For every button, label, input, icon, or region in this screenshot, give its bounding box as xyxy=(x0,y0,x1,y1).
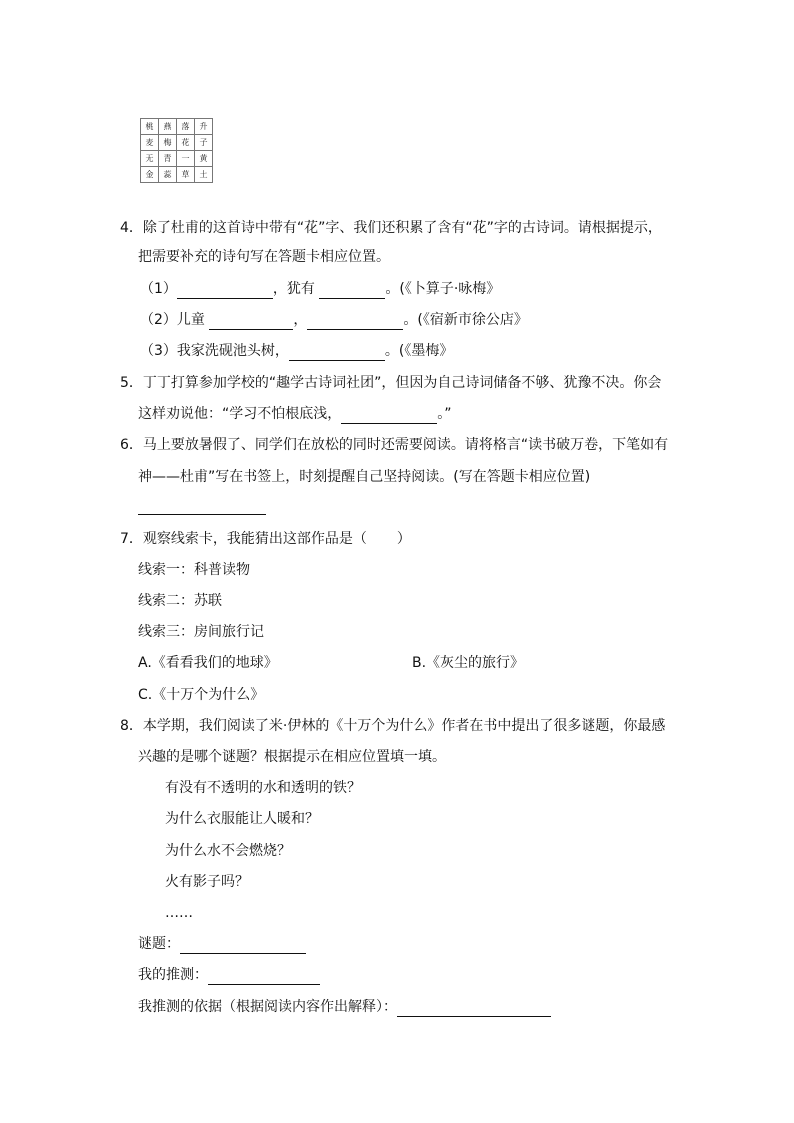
grid-cell: 梅 xyxy=(159,135,177,151)
q8-guess-blank[interactable] xyxy=(208,970,320,985)
q4-line2: 把需要补充的诗句写在答题卡相应位置。 xyxy=(138,249,390,265)
q7-clue1: 线索一：科普读物 xyxy=(138,562,250,578)
grid-cell: 花 xyxy=(177,135,195,151)
q5-line2 xyxy=(138,404,452,424)
q8-riddle-blank[interactable] xyxy=(180,939,306,954)
grid-cell: 黄 xyxy=(195,151,213,167)
grid-cell: 升 xyxy=(195,119,213,135)
q4-item2-num: （2）儿童 xyxy=(140,312,205,328)
q8-line1: 8．本学期，我们阅读了米·伊林的《十万个为什么》作者在书中提出了很多谜题，你最感 xyxy=(120,718,666,734)
q5-line1: 5．丁丁打算参加学校的“趣学古诗词社团”，但因为自己诗词储备不够、犹豫不决。你会 xyxy=(120,375,662,391)
q8-ellipsis: …… xyxy=(165,905,193,921)
q8-line2: 兴趣的是哪个谜题？根据提示在相应位置填一填。 xyxy=(138,749,446,765)
grid-row xyxy=(141,167,213,183)
q4-item3 xyxy=(140,341,453,361)
q4-item1-num: （1） xyxy=(140,281,177,297)
grid-cell: 燕 xyxy=(159,119,177,135)
q4-item2-mid: ， xyxy=(293,312,308,328)
q4-item2-blank1[interactable] xyxy=(209,315,293,330)
q8-field-basis xyxy=(138,997,551,1017)
grid-row xyxy=(141,151,213,167)
grid-cell: 落 xyxy=(177,119,195,135)
q4-item1-end: 。(《卜算子·咏梅》 xyxy=(385,281,501,297)
q8-riddle4: 火有影子吗？ xyxy=(165,874,249,890)
q8-riddle1: 有没有不透明的水和透明的铁？ xyxy=(165,780,361,796)
q7-option-b[interactable]: B.《灰尘的旅行》 xyxy=(412,655,525,671)
grid-row xyxy=(141,135,213,151)
q4-item3-end: 。(《墨梅》 xyxy=(384,343,454,359)
q5-line2-end: 。” xyxy=(437,406,452,422)
q4-item1-mid: ，犹有 xyxy=(272,281,315,297)
grid-cell: 桃 xyxy=(141,119,159,135)
grid-cell: 无 xyxy=(141,151,159,167)
q4-item1-blank2[interactable] xyxy=(319,284,385,299)
q8-basis-blank[interactable] xyxy=(397,1002,551,1017)
q7-clue2: 线索二：苏联 xyxy=(138,593,222,609)
q7-stem xyxy=(120,529,411,549)
q4-item2-blank2[interactable] xyxy=(307,315,403,330)
q4-item1 xyxy=(140,279,500,299)
grid-cell: 土 xyxy=(195,167,213,183)
grid-cell: 子 xyxy=(195,135,213,151)
q6-line1: 6．马上要放暑假了、同学们在放松的同时还需要阅读。请将格言“读书破万卷，下笔如有 xyxy=(120,437,669,453)
q7-stem-end: ） xyxy=(396,531,411,547)
grid-cell: 麦 xyxy=(141,135,159,151)
character-grid xyxy=(140,118,213,183)
q6-answer-line[interactable] xyxy=(138,514,266,515)
q4-item3-blank[interactable] xyxy=(289,346,385,361)
q5-blank[interactable] xyxy=(341,409,437,424)
q6-line2: 神——杜甫”写在书签上，时刻提醒自己坚持阅读。(写在答题卡相应位置) xyxy=(138,469,591,485)
grid-cell: 草 xyxy=(177,167,195,183)
grid-row xyxy=(141,119,213,135)
q4-item2 xyxy=(140,310,528,330)
q8-field-riddle xyxy=(138,934,306,954)
q8-field-riddle-label: 谜题： xyxy=(138,936,180,952)
grid-cell: 蕊 xyxy=(159,167,177,183)
q8-riddle2: 为什么衣服能让人暖和？ xyxy=(165,811,319,827)
q8-riddle3: 为什么水不会燃烧？ xyxy=(165,843,291,859)
q4-line1: 4．除了杜甫的这首诗中带有“花”字、我们还积累了含有“花”字的古诗词。请根据提示， xyxy=(120,220,662,236)
q7-option-a[interactable]: A.《看看我们的地球》 xyxy=(138,655,278,671)
q7-clue3: 线索三：房间旅行记 xyxy=(138,624,264,640)
q8-field-guess-label: 我的推测： xyxy=(138,967,208,983)
q4-item2-end: 。(《宿新市徐公店》 xyxy=(403,312,528,328)
q4-item1-blank1[interactable] xyxy=(177,284,273,299)
grid-cell: 青 xyxy=(159,151,177,167)
q4-item3-num: （3）我家洗砚池头树， xyxy=(140,343,289,359)
grid-cell: 金 xyxy=(141,167,159,183)
q8-field-guess xyxy=(138,965,320,985)
q7-option-c[interactable]: C.《十万个为什么》 xyxy=(138,687,265,703)
q8-field-basis-label: 我推测的依据（根据阅读内容作出解释）： xyxy=(138,999,397,1015)
grid-cell: 一 xyxy=(177,151,195,167)
q7-stem-text: 7．观察线索卡，我能猜出这部作品是（ xyxy=(120,531,367,547)
q5-line2-start: 这样劝说他：“学习不怕根底浅， xyxy=(138,406,342,422)
